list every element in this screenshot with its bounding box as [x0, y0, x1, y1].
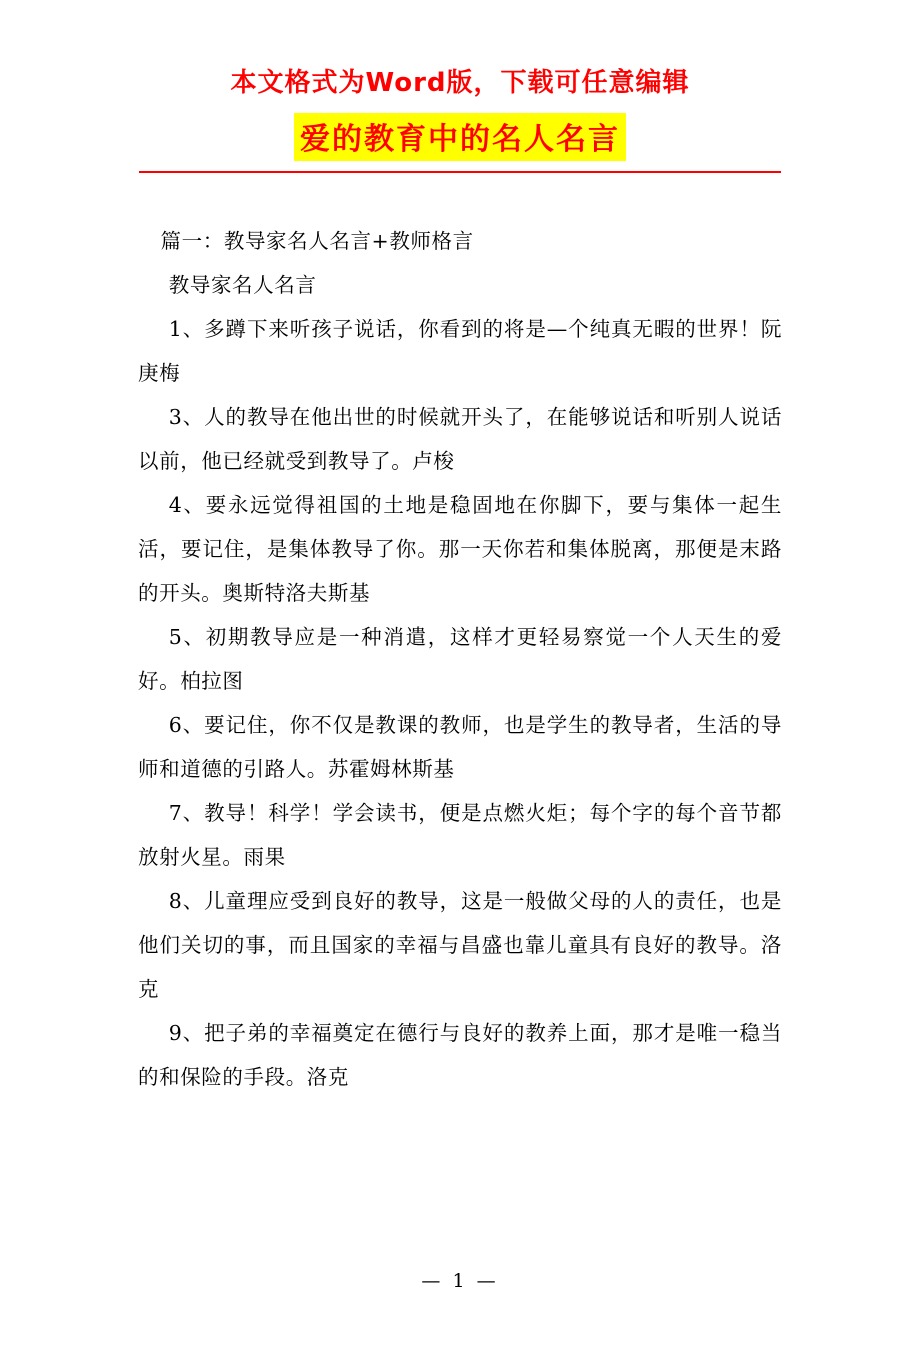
page-number: — 1 —	[421, 1270, 499, 1292]
paragraph-1: 篇一：教导家名人名言+教师格言	[160, 229, 474, 253]
paragraph-2: 教导家名人名言	[168, 273, 317, 297]
paragraph-5: 4、要永远觉得祖国的土地是稳固地在你脚下，要与集体一起生活，要记住，是集体教导了你。那一天你若和集体脱离，那便是末路的开头。奥斯特洛夫斯基	[138, 493, 782, 605]
paragraph-4: 3、人的教导在他出世的时候就开头了，在能够说话和听别人说话以前，他已经就受到教导了。卢梭	[138, 405, 782, 473]
paragraph-9: 8、儿童理应受到良好的教导，这是一般做父母的人的责任，也是他们关切的事，而且国家的幸福与昌盛也靠儿童具有良好的教导。洛克	[138, 889, 782, 1001]
paragraph-6: 5、初期教导应是一种消遣，这样才更轻易察觉一个人天生的爱好。柏拉图	[138, 625, 782, 693]
word-version-banner: 本文格式为Word版，下载可任意编辑	[230, 68, 690, 98]
document-page	[0, 62, 920, 1364]
title-divider	[139, 171, 781, 173]
page-title-wrap	[0, 113, 920, 161]
paragraph-7: 6、要记住，你不仅是教课的教师，也是学生的教导者，生活的导师和道德的引路人。苏霍姆林斯基	[138, 713, 782, 781]
paragraph-3: 1、多蹲下来听孩子说话，你看到的将是—个纯真无暇的世界！阮庚梅	[138, 317, 782, 385]
document-body	[138, 219, 782, 1099]
page-title: 爱的教育中的名人名言	[294, 113, 626, 161]
paragraph-8: 7、教导！科学！学会读书，便是点燃火炬；每个字的每个音节都放射火星。雨果	[138, 801, 782, 869]
paragraph-10: 9、把子弟的幸福奠定在德行与良好的教养上面，那才是唯一稳当的和保险的手段。洛克	[138, 1021, 782, 1089]
